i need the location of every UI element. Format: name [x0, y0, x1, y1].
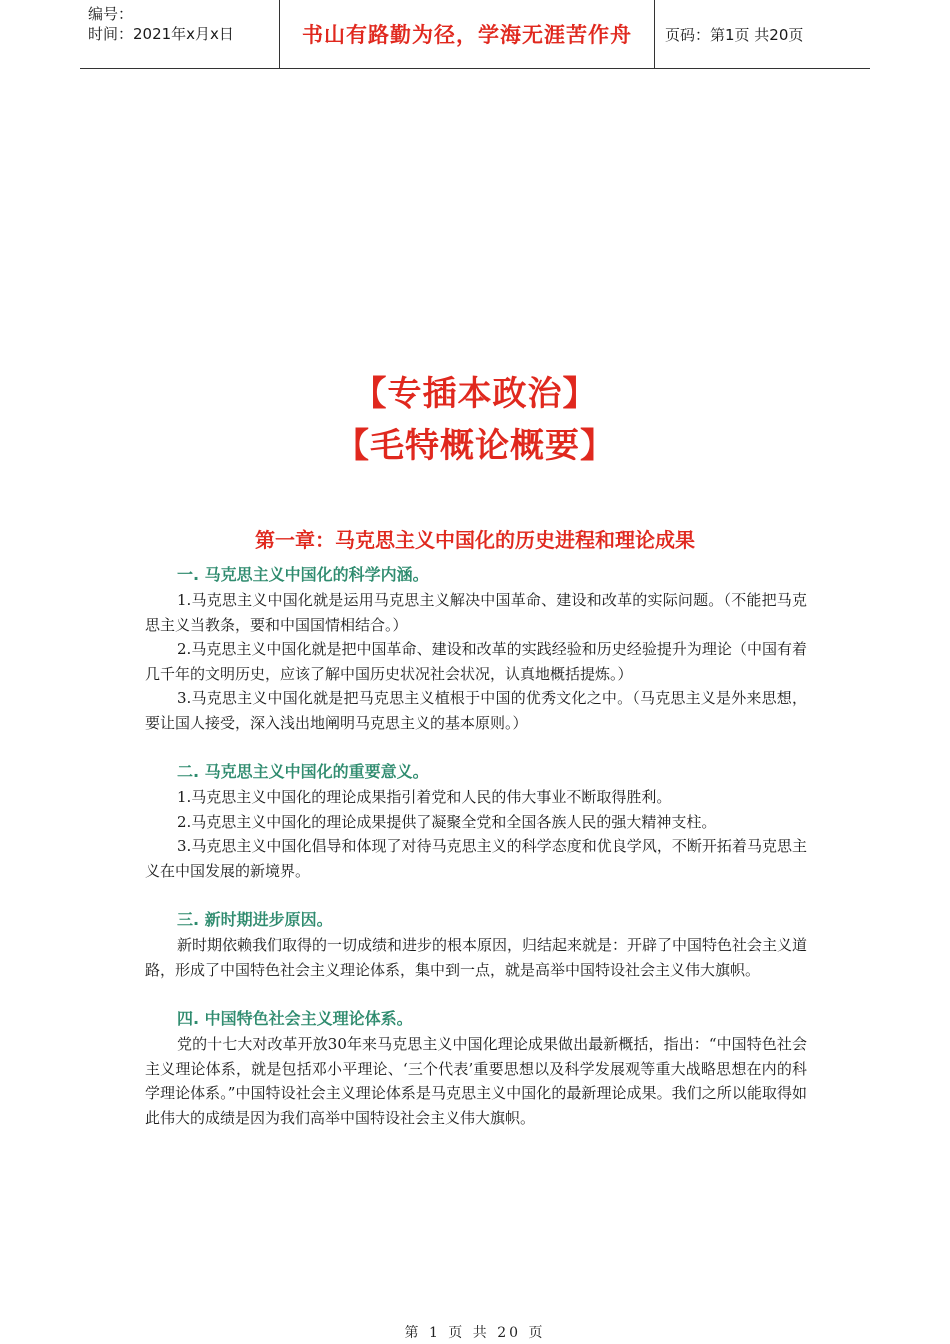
- section-title: 一. 马克思主义中国化的科学内涵。: [177, 565, 429, 584]
- header-motto: 书山有路勤为径，学海无涯苦作舟: [280, 0, 655, 68]
- paragraph: 1.马克思主义中国化就是运用马克思主义解决中国革命、建设和改革的实际问题。（不能把马克思主义当教条，要和中国国情相结合。）: [145, 591, 807, 634]
- section-title: 三. 新时期进步原因。: [177, 910, 333, 929]
- page-footer: 第 1 页 共 20 页: [404, 1325, 546, 1341]
- document-body: [145, 562, 807, 1130]
- paragraph: 3.马克思主义中国化倡导和体现了对待马克思主义的科学态度和优良学风，不断开拓着马克思主义在中国发展的新境界。: [145, 837, 807, 880]
- paragraph: 1.马克思主义中国化的理论成果指引着党和人民的伟大事业不断取得胜利。: [177, 788, 672, 806]
- section-title: 二. 马克思主义中国化的重要意义。: [177, 762, 429, 781]
- paragraph: 3.马克思主义中国化就是把马克思主义植根于中国的优秀文化之中。（马克思主义是外来思想，要让国人接受，深入浅出地阐明马克思主义的基本原则。）: [145, 689, 807, 732]
- header-page-info: 页码：第1页 共20页: [665, 25, 804, 44]
- time-label: 时间：2021年x月x日: [88, 25, 234, 43]
- header-meta: [80, 0, 280, 68]
- paragraph: 2.马克思主义中国化就是把中国革命、建设和改革的实践经验和历史经验提升为理论（中国有着几千年的文明历史，应该了解中国历史状况社会状况，认真地概括提炼。）: [145, 640, 807, 683]
- document-title-line2: 【毛特概论概要】: [335, 426, 615, 466]
- paragraph: 党的十七大对改革开放30年来马克思主义中国化理论成果做出最新概括，指出：“中国特色社会主义理论体系，就是包括邓小平理论、‘三个代表’重要思想以及科学发展观等重大战略思想在内的科学理论体系。”中国特设社会主义理论体系是马克思主义中国化的最新理论成果。我们之所以能取得如此伟大的成绩是因为我们高举中国特设社会主义伟大旗帜。: [145, 1035, 807, 1127]
- number-label: 编号：: [88, 5, 134, 23]
- document-header: [80, 0, 870, 69]
- chapter-title: 第一章：马克思主义中国化的历史进程和理论成果: [255, 528, 695, 552]
- paragraph: 2.马克思主义中国化的理论成果提供了凝聚全党和全国各族人民的强大精神支柱。: [177, 812, 717, 831]
- paragraph: 新时期依赖我们取得的一切成绩和进步的根本原因，归结起来就是：开辟了中国特色社会主义道路，形成了中国特色社会主义理论体系，集中到一点，就是高举中国特设社会主义伟大旗帜。: [145, 936, 808, 979]
- section-title: 四. 中国特色社会主义理论体系。: [177, 1009, 413, 1028]
- document-title-line1: 【专插本政治】: [352, 374, 598, 414]
